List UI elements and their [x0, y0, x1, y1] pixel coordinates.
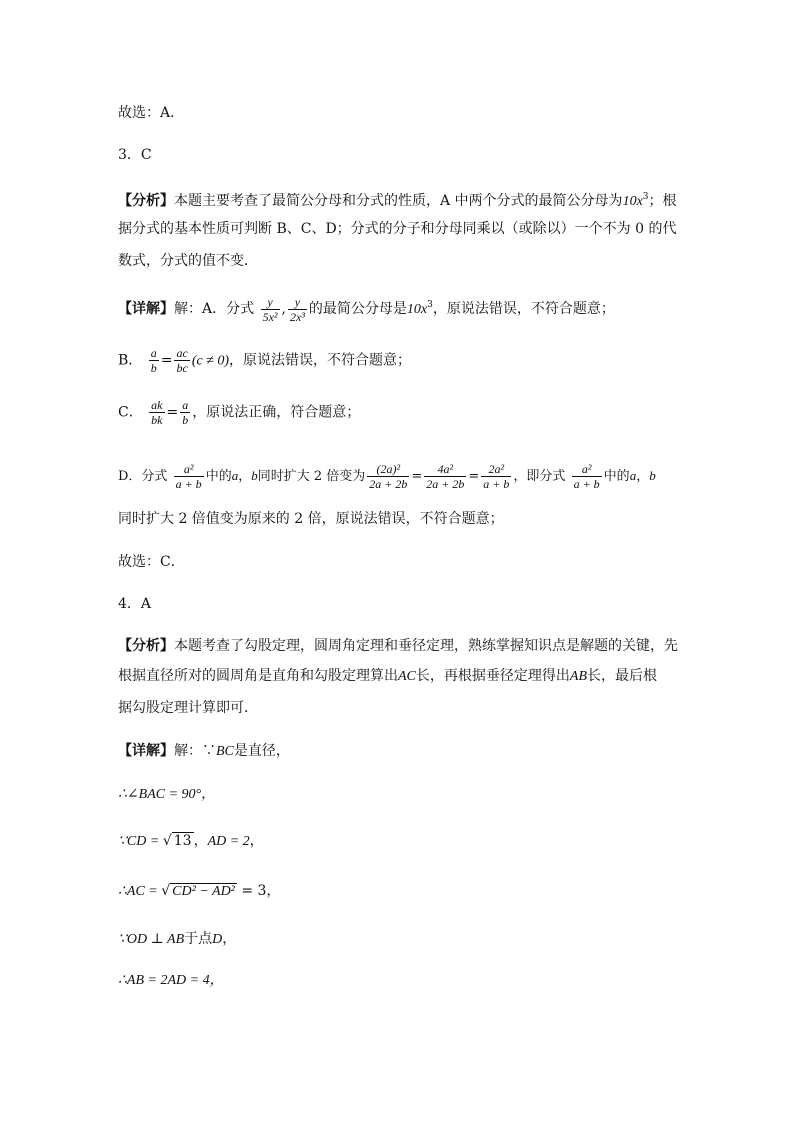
fraction: $\frac{a}{b}$	[150, 346, 157, 375]
text-line: 故选：C．	[118, 554, 185, 570]
fraction: $\frac{ac}{bc}$	[176, 346, 188, 375]
math-line: ∵OD ⊥ AB于点D，	[118, 931, 237, 947]
math-line: ∴AC = √ CD² − AD² = 3，	[118, 883, 281, 899]
text-line: 根据直径所对的圆周角是直角和勾股定理算出AC长，再根据垂径定理得出AB长，最后根	[118, 668, 657, 684]
text-line: 据勾股定理计算即可．	[118, 700, 258, 716]
detail-tag: 【详解】	[118, 743, 174, 759]
fraction: $\frac{\text{a²}}{a + b}$	[573, 462, 600, 491]
fraction: $\frac{y}{\text{5x²}}$	[262, 294, 278, 324]
detail-line: C． $\frac{ak}{bk}$ = $\frac{a}{b}$ ，原说法正确，符合题意；	[118, 398, 361, 427]
analysis-tag: 【分析】	[118, 193, 174, 209]
text-line: 据分式的基本性质可判断 B、C、D；分式的分子和分母同乘以（或除以）一个不为 0 的代	[118, 221, 677, 237]
fraction: $\frac{\text{(2a)²}}{2a + 2b}$	[369, 462, 408, 491]
fraction: $\frac{\text{a²}}{a + b}$	[175, 462, 202, 491]
math-line: ∵CD = √ 13 ，AD = 2，	[118, 833, 264, 849]
detail-line: 【详解】解：∵BC是直径，	[118, 743, 290, 759]
detail-line: D．分式 $\frac{\text{a²}}{a + b}$ 中的a，b同时扩大 2 倍变为 $\frac{\text{(2a)²}}{2a + 2b}$ = $\frac{\text{4a²}}{2a + 2b}$ = $\frac{\text{2a²}}{a + b}$ ，即分式 $\frac{\text{a²}}{a + b}$ 中的a，b	[118, 462, 656, 491]
analysis-line: 【分析】本题主要考查了最简公分母和分式的性质，A 中两个分式的最简公分母为$10x^3$；根	[118, 192, 677, 209]
fraction: $\frac{ak}{bk}$	[151, 398, 163, 427]
text-line: 同时扩大 2 倍值变为原来的 2 倍，原说法错误，不符合题意；	[118, 511, 504, 527]
detail-line: B． $\frac{a}{b}$ = $\frac{ac}{bc}$ (c ≠ 0)，原说法错误，不符合题意；	[118, 346, 412, 375]
answer-heading: 4．A	[118, 596, 152, 612]
sqrt-sign: √	[162, 833, 172, 849]
detail-tag: 【详解】	[118, 301, 174, 317]
detail-line: 【详解】解：A．分式 $\frac{y}{\text{5x²}}$ , $\frac{y}{\text{2x³}}$ 的最简公分母是$10x^3$，原说法错误，不符合题意；	[118, 294, 615, 324]
text-line: 故选：A．	[118, 105, 185, 121]
fraction: $\frac{\text{4a²}}{2a + 2b}$	[426, 462, 465, 491]
analysis-tag: 【分析】	[118, 638, 174, 654]
text-line: 数式，分式的值不变．	[118, 253, 258, 269]
analysis-line: 【分析】本题考查了勾股定理，圆周角定理和垂径定理，熟练掌握知识点是解题的关键，先	[118, 638, 678, 654]
math-line: ∴∠BAC = 90°，	[118, 787, 216, 802]
fraction: $\frac{\text{2a²}}{a + b}$	[483, 462, 510, 491]
fraction: $\frac{y}{\text{2x³}}$	[289, 294, 305, 324]
math-line: ∴AB = 2AD = 4，	[118, 973, 224, 988]
fraction: $\frac{a}{b}$	[182, 398, 189, 427]
answer-heading: 3．C	[118, 147, 152, 163]
sqrt-sign: √	[161, 883, 171, 899]
